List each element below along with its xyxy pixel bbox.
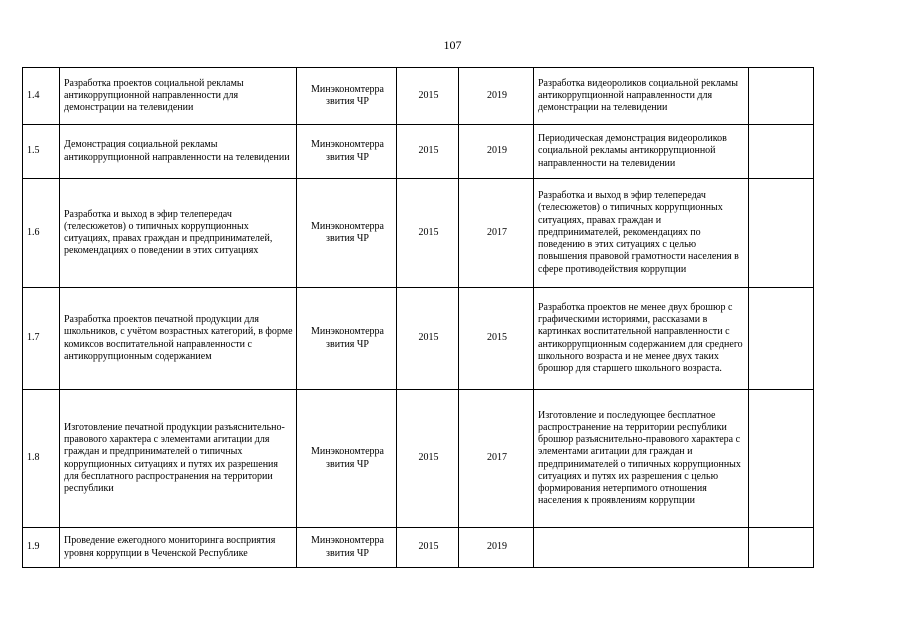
start-year-cell: 2015 bbox=[397, 179, 459, 288]
activity-cell: Разработка проектов социальной рекламы антикоррупционной направленности для демонстрации на телевидении bbox=[60, 68, 297, 125]
item-number: 1.8 bbox=[23, 390, 60, 528]
note-cell bbox=[749, 288, 814, 390]
activity-cell: Разработка и выход в эфир телепередач (телесюжетов) о типичных коррупционных ситуациях, правах граждан и предпринимателей, рекомендациях о поведении в этих ситуациях bbox=[60, 179, 297, 288]
result-cell: Разработка и выход в эфир телепередач (телесюжетов) о типичных коррупционных ситуациях, правах граждан и предпринимателей, рекомендациях по поведению в этих ситуациях с целью повышения правовой грамотности населения в сфере противодействия коррупции bbox=[534, 179, 749, 288]
end-year-cell: 2019 bbox=[459, 528, 534, 568]
note-cell bbox=[749, 390, 814, 528]
item-number: 1.6 bbox=[23, 179, 60, 288]
result-cell: Разработка проектов не менее двух брошюр с графическими историями, рассказами в картинках воспитательной направленности с антикоррупционным содержанием для среднего школьного возраста и не менее двух таких брошюр для старшего школьного возраста. bbox=[534, 288, 749, 390]
note-cell bbox=[749, 125, 814, 179]
end-year-cell: 2017 bbox=[459, 390, 534, 528]
table-row bbox=[23, 68, 814, 125]
table-row bbox=[23, 179, 814, 288]
start-year-cell: 2015 bbox=[397, 528, 459, 568]
note-cell bbox=[749, 68, 814, 125]
table-row bbox=[23, 125, 814, 179]
activity-cell: Изготовление печатной продукции разъяснительно-правового характера с элементами агитации для граждан и предпринимателей о типичных коррупционных ситуациях и путях их разрешения для бесплатного распространения на территории республики bbox=[60, 390, 297, 528]
item-number: 1.4 bbox=[23, 68, 60, 125]
page-number: 107 bbox=[443, 38, 462, 52]
executor-cell: Минэкономтерра звития ЧР bbox=[297, 179, 397, 288]
executor-cell: Минэкономтерра звития ЧР bbox=[297, 390, 397, 528]
end-year-cell: 2019 bbox=[459, 68, 534, 125]
result-cell: Периодическая демонстрация видеороликов социальной рекламы антикоррупционной направленности на телевидении bbox=[534, 125, 749, 179]
result-cell bbox=[534, 528, 749, 568]
activity-cell: Проведение ежегодного мониторинга восприятия уровня коррупции в Чеченской Республике bbox=[60, 528, 297, 568]
item-number: 1.5 bbox=[23, 125, 60, 179]
start-year-cell: 2015 bbox=[397, 68, 459, 125]
table-row bbox=[23, 288, 814, 390]
start-year-cell: 2015 bbox=[397, 390, 459, 528]
end-year-cell: 2019 bbox=[459, 125, 534, 179]
executor-cell: Минэкономтерра звития ЧР bbox=[297, 288, 397, 390]
result-cell: Разработка видеороликов социальной рекламы антикоррупционной направленности для демонстрации на телевидении bbox=[534, 68, 749, 125]
executor-cell: Минэкономтерра звития ЧР bbox=[297, 528, 397, 568]
item-number: 1.7 bbox=[23, 288, 60, 390]
table-row bbox=[23, 528, 814, 568]
executor-cell: Минэкономтерра звития ЧР bbox=[297, 125, 397, 179]
measures-table bbox=[22, 67, 814, 568]
result-cell: Изготовление и последующее бесплатное распространение на территории республики брошюр разъяснительно-правового характера с элементами агитации для граждан и предпринимателей о типичных коррупционных ситуациях и путях их разрешения с целью формирования нетерпимого отношения населения к проявлениям коррупции bbox=[534, 390, 749, 528]
end-year-cell: 2017 bbox=[459, 179, 534, 288]
start-year-cell: 2015 bbox=[397, 125, 459, 179]
activity-cell: Демонстрация социальной рекламы антикоррупционной направленности на телевидении bbox=[60, 125, 297, 179]
note-cell bbox=[749, 528, 814, 568]
table-row bbox=[23, 390, 814, 528]
end-year-cell: 2015 bbox=[459, 288, 534, 390]
activity-cell: Разработка проектов печатной продукции для школьников, с учётом возрастных категорий, в форме комиксов воспитательной направленности с антикоррупционным содержанием bbox=[60, 288, 297, 390]
start-year-cell: 2015 bbox=[397, 288, 459, 390]
item-number: 1.9 bbox=[23, 528, 60, 568]
note-cell bbox=[749, 179, 814, 288]
executor-cell: Минэкономтерра звития ЧР bbox=[297, 68, 397, 125]
